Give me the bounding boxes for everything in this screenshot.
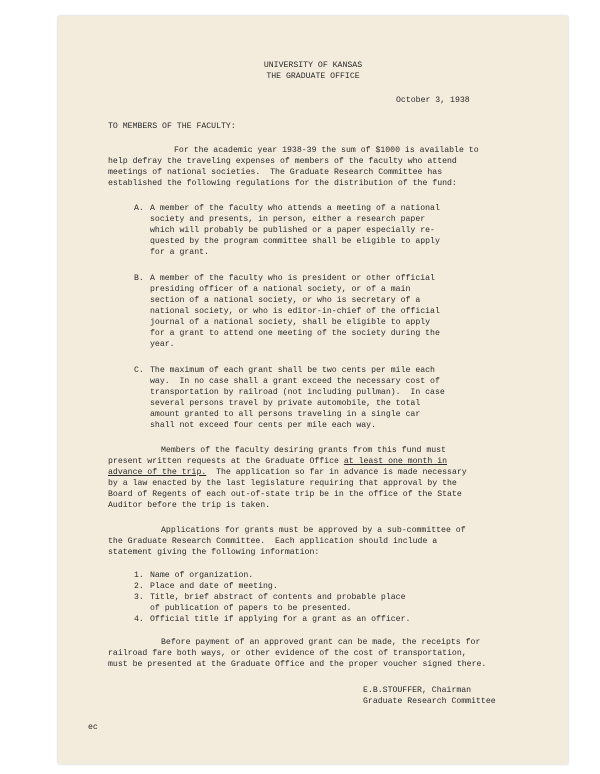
- payment-line: railroad fare both ways, or other evidence of the cost of transportation,: [108, 649, 467, 658]
- university-heading: UNIVERSITY OF KANSAS: [263, 61, 363, 70]
- regulation-b-line: A member of the faculty who is president or other official: [150, 274, 435, 283]
- list-item: Place and date of meeting.: [150, 582, 278, 591]
- list-item-number: 2.: [134, 582, 144, 591]
- requests-line: Members of the faculty desiring grants from this fund must: [161, 446, 446, 455]
- list-item-number: 4.: [134, 615, 144, 624]
- list-item: of publication of papers to be presented.: [150, 604, 352, 613]
- requests-line: [108, 467, 467, 478]
- list-item-number: 1.: [134, 571, 144, 580]
- regulation-a-line: A member of the faculty who attends a meeting of a national: [150, 204, 440, 213]
- signature-title: Graduate Research Committee: [363, 697, 496, 706]
- regulation-c-line: The maximum of each grant shall be two cents per mile each: [150, 366, 435, 375]
- list-item: Official title if applying for a grant as an officer.: [150, 615, 411, 624]
- requests-text: present written requests at the Graduate Office: [108, 457, 344, 466]
- regulation-c-line: transportation by railroad (not including pullman). In case: [150, 388, 445, 397]
- requests-line: Auditor before the trip is taken.: [108, 501, 271, 510]
- salutation: TO MEMBERS OF THE FACULTY:: [108, 122, 236, 131]
- applications-line: the Graduate Research Committee. Each application should include a: [108, 537, 438, 546]
- office-heading: THE GRADUATE OFFICE: [266, 72, 360, 81]
- regulation-a-line: for a grant.: [150, 248, 209, 257]
- list-item-number: 3.: [134, 593, 144, 602]
- regulation-c-line: way. In no case shall a grant exceed the necessary cost of: [150, 377, 440, 386]
- regulation-a-line: society and presents, in person, either a research paper: [150, 215, 426, 224]
- intro-line: established the following regulations for the distribution of the fund:: [108, 179, 457, 188]
- requests-text: The application so far in advance is made necessary: [206, 468, 467, 477]
- underlined-deadline: advance of the trip.: [108, 468, 207, 477]
- regulation-c-line: amount granted to all persons traveling in a single car: [150, 410, 421, 419]
- regulation-c-line: shall not exceed four cents per mile each way.: [150, 421, 377, 430]
- letter-date: October 3, 1938: [396, 96, 470, 105]
- regulation-b-line: journal of a national society, shall be eligible to apply: [150, 318, 431, 327]
- intro-line: meetings of national societies. The Graduate Research Committee has: [108, 168, 443, 177]
- regulation-b-line: for a grant to attend one meeting of the society during the: [150, 329, 440, 338]
- requests-line: by a law enacted by the last legislature requiring that approval by the: [108, 479, 457, 488]
- regulation-b-line: year.: [150, 340, 175, 349]
- underlined-deadline: at least one month in: [343, 457, 448, 466]
- typist-initials: ec: [88, 723, 98, 732]
- intro-line: For the academic year 1938-39 the sum of $1000 is available to: [174, 146, 479, 155]
- applications-line: statement giving the following information:: [108, 548, 320, 557]
- applications-line: Applications for grants must be approved by a sub-committee of: [161, 526, 466, 535]
- regulation-b-line: section of a national society, or who is secretary of a: [150, 296, 421, 305]
- intro-line: help defray the traveling expenses of members of the faculty who attend: [108, 157, 457, 166]
- regulation-letter: B.: [134, 274, 144, 283]
- list-item: Title, brief abstract of contents and probable place: [150, 593, 406, 602]
- regulation-letter: C.: [134, 366, 144, 375]
- payment-line: must be presented at the Graduate Office and the proper voucher signed there.: [108, 660, 487, 669]
- regulation-a-line: quested by the program committee shall be eligible to apply: [150, 237, 440, 246]
- letter-page: [58, 16, 568, 764]
- regulation-letter: A.: [134, 204, 144, 213]
- regulation-b-line: national society, or who is editor-in-chief of the official: [150, 307, 440, 316]
- regulation-c-line: several persons travel by private automobile, the total: [150, 399, 421, 408]
- regulation-b-line: presiding officer of a national society, or of a main: [150, 285, 411, 294]
- signature-name: E.B.STOUFFER, Chairman: [363, 686, 472, 695]
- requests-line: [108, 456, 447, 467]
- list-item: Name of organization.: [150, 571, 254, 580]
- regulation-a-line: which will probably be published or a paper especially re-: [150, 226, 435, 235]
- payment-line: Before payment of an approved grant can be made, the receipts for: [161, 638, 481, 647]
- requests-line: Board of Regents of each out-of-state trip be in the office of the State: [108, 490, 462, 499]
